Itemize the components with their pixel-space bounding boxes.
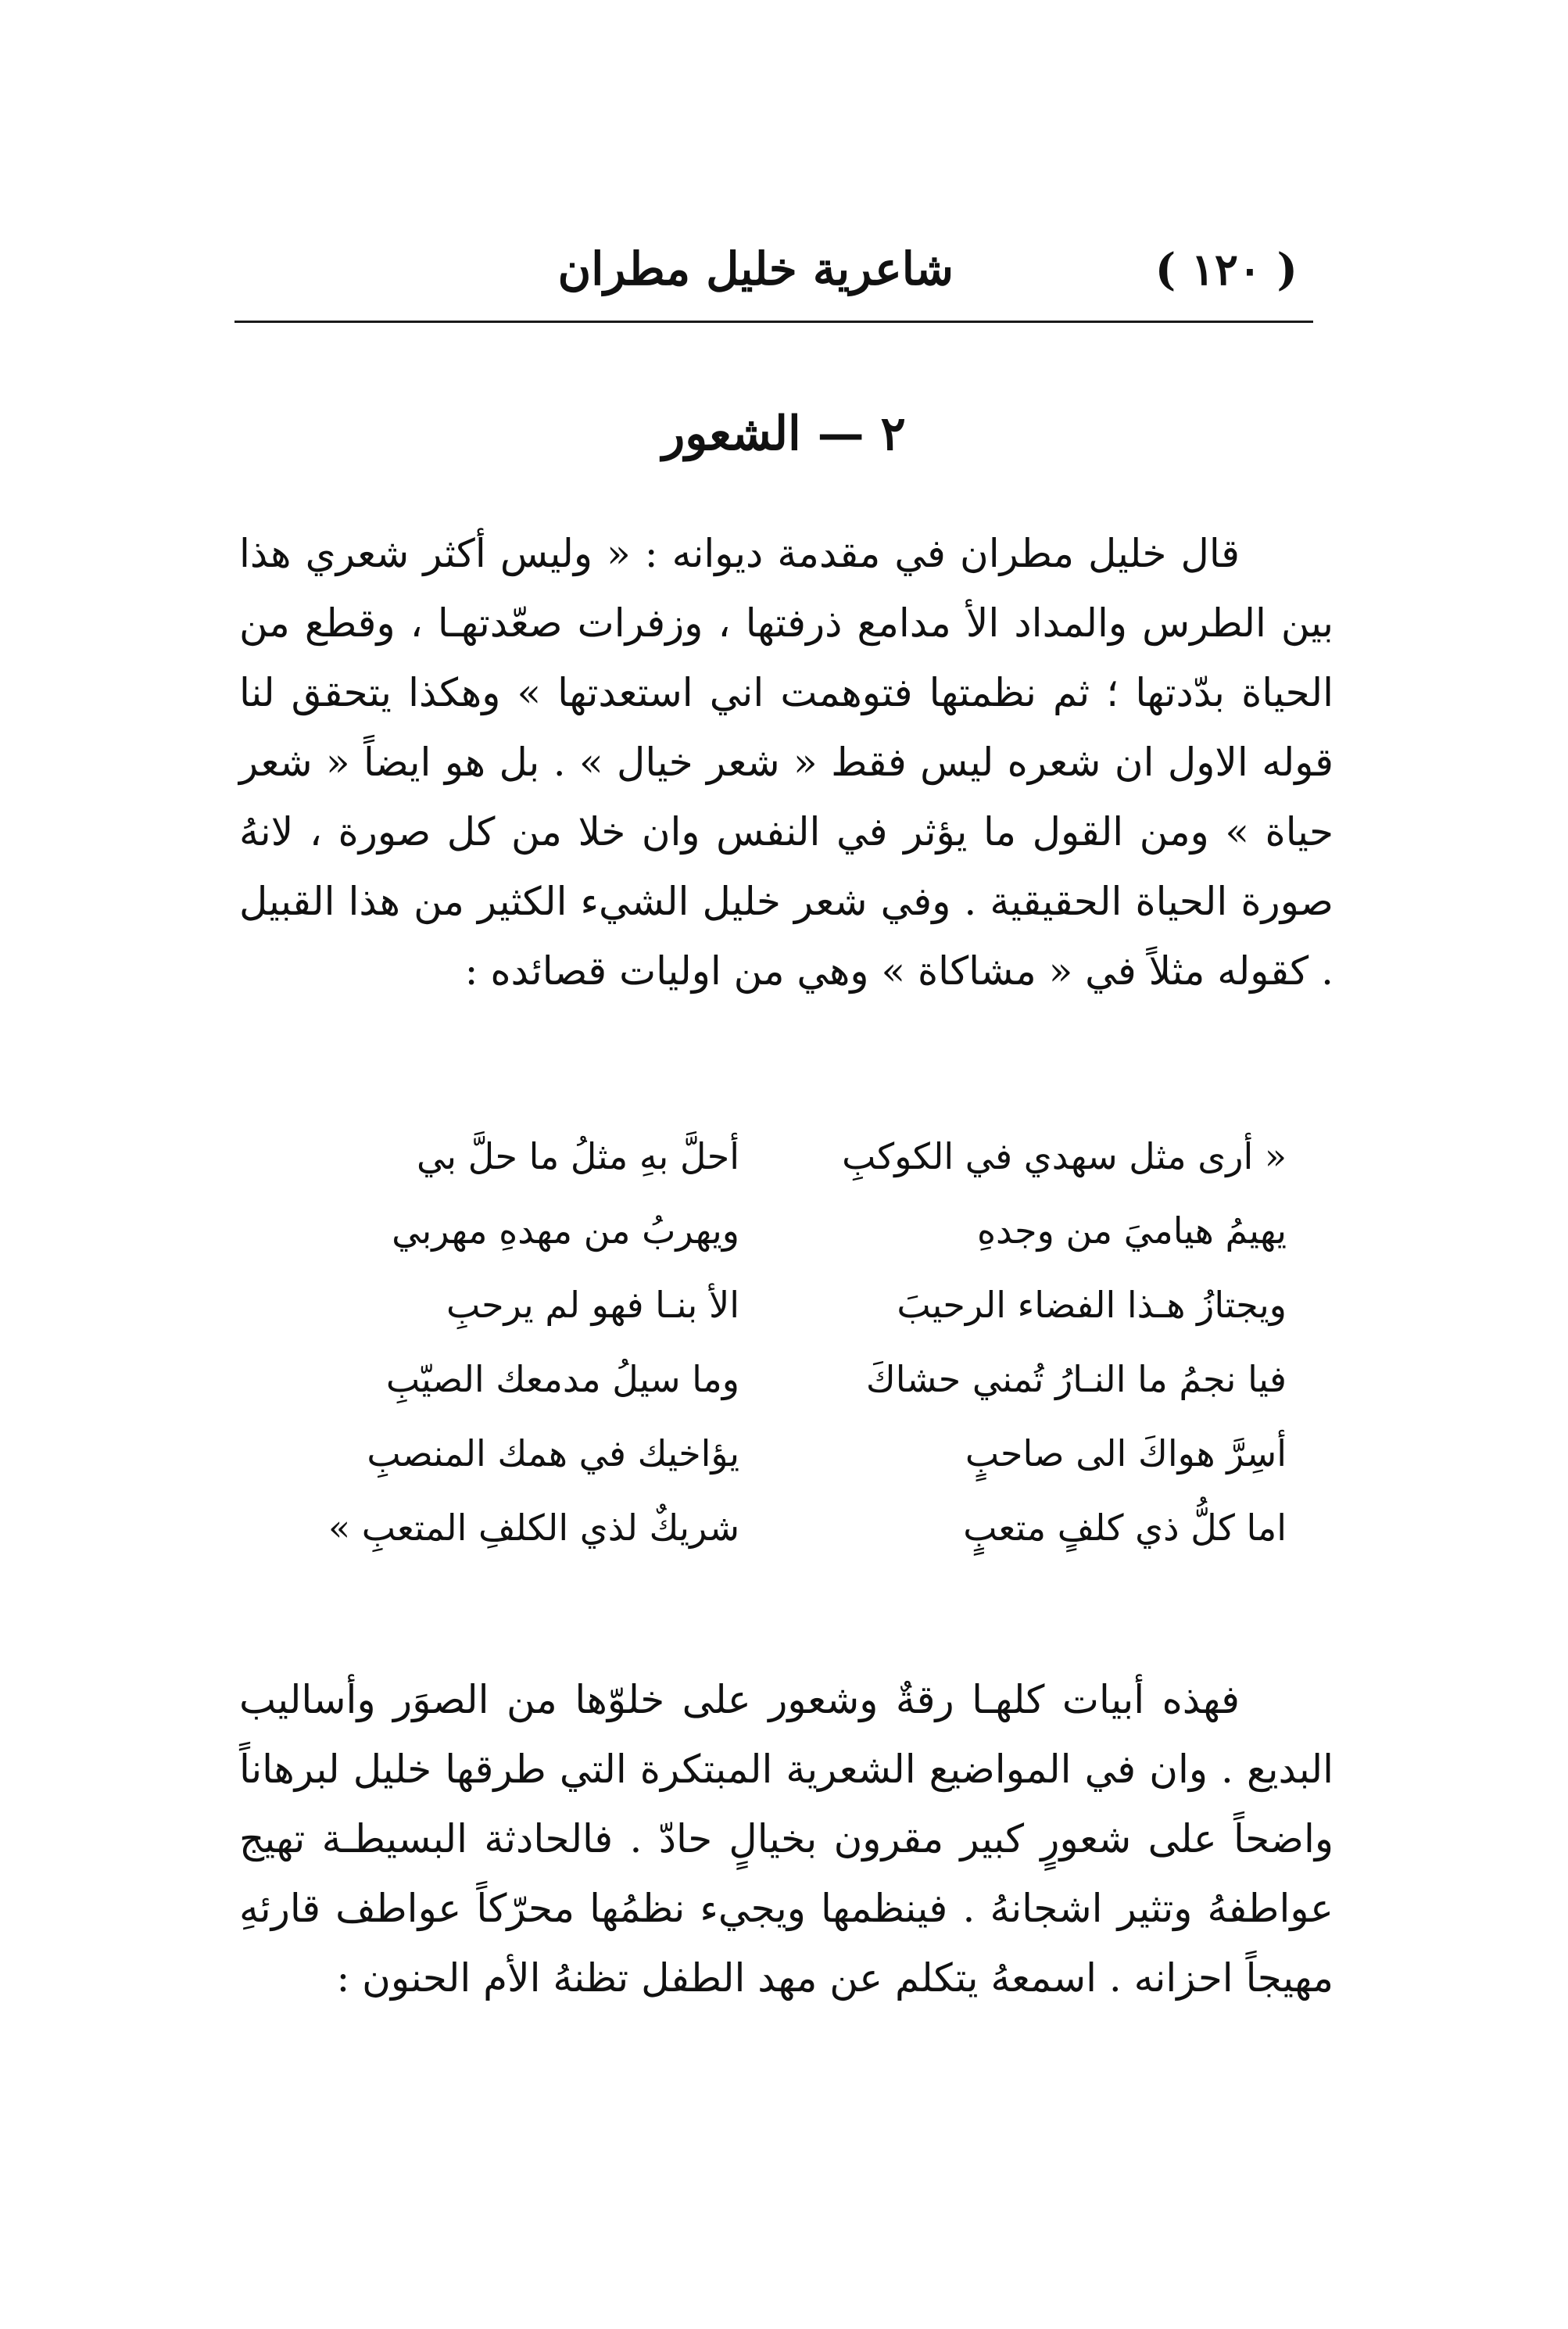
verse-line — [270, 1268, 1287, 1342]
verse-first-hemistich: اما كلُّ ذي كلفٍ متعبٍ — [963, 1507, 1287, 1549]
verse-first-hemistich: « أرى مثل سهدي في الكوكبِ — [842, 1135, 1287, 1177]
verse-second-hemistich: وما سيلُ مدمعك الصيّبِ — [385, 1358, 739, 1400]
verse-line — [270, 1491, 1287, 1565]
verse-first-hemistich: أسِرَّ هواكَ الى صاحبٍ — [965, 1432, 1287, 1474]
verse-first-hemistich: يهيمُ هياميَ من وجدهِ — [976, 1209, 1287, 1252]
poem-verses — [270, 1120, 1287, 1565]
verse-second-hemistich: أحلَّ بهِ مثلُ ما حلَّ بي — [416, 1135, 739, 1177]
paragraph-intro — [239, 519, 1334, 1006]
verse-first-hemistich: ويجتازُ هـذا الفضاء الرحيبَ — [897, 1284, 1287, 1326]
verse-line — [270, 1417, 1287, 1491]
verse-second-hemistich: ويهربُ من مهدهِ مهربي — [392, 1209, 739, 1252]
running-title: شاعرية خليل مطران — [557, 242, 954, 296]
page-header — [234, 235, 1313, 323]
section-heading: ٢ — الشعور — [662, 407, 906, 461]
verse-line — [270, 1120, 1287, 1194]
paragraph-commentary — [239, 1665, 1334, 2013]
page-number: ( ١٢٠ ) — [1155, 244, 1298, 296]
verse-second-hemistich: شريكٌ لذي الكلفِ المتعبِ » — [328, 1507, 739, 1549]
verse-line — [270, 1194, 1287, 1268]
paragraph-text: قال خليل مطران في مقدمة ديوانه : « وليس أكثر شعري هذا بين الطرس والمداد الأ مدامع ذرفتها ، وزفرات صعّدتهـا ، وقطع من الحياة بدّدتها ؛ ثم نظمتها فتوهمت اني استعدتها » وهكذا يتحقق لنا قوله الاول ان شعره ليس فقط « شعر خيال » . بل هو ايضاً « شعر حياة » ومن القول ما يؤثر في النفس وان خلا من كل صورة ، لانهُ صورة الحياة الحقيقية . وفي شعر خليل الشيء الكثير من هذا القبيل . كقوله مثلاً في « مشاكاة » وهي من اوليات قصائده : — [239, 531, 1334, 994]
verse-second-hemistich: الأ بنـا فهو لم يرحبِ — [446, 1284, 739, 1326]
verse-first-hemistich: فيا نجمُ ما النـارُ تُمني حشاكَ — [865, 1358, 1287, 1400]
verse-second-hemistich: يؤاخيك في همك المنصبِ — [367, 1432, 739, 1474]
paragraph-text: فهذه أبيات كلهـا رقةٌ وشعور على خلوّها من الصوَر وأساليب البديع . وان في المواضيع الشعرية المبتكرة التي طرقها خليل لبرهاناً واضحاً على شعورٍ كبير مقرون بخيالٍ حادّ . فالحادثة البسيطـة تهيج عواطفهُ وتثير اشجانهُ . فينظمها ويجيء نظمُها محرّكاً عواطف قارئهِ مهيجاً احزانه . اسمعهُ يتكلم عن مهد الطفل تظنهُ الأم الحنون : — [239, 1677, 1334, 2001]
verse-line — [270, 1342, 1287, 1417]
